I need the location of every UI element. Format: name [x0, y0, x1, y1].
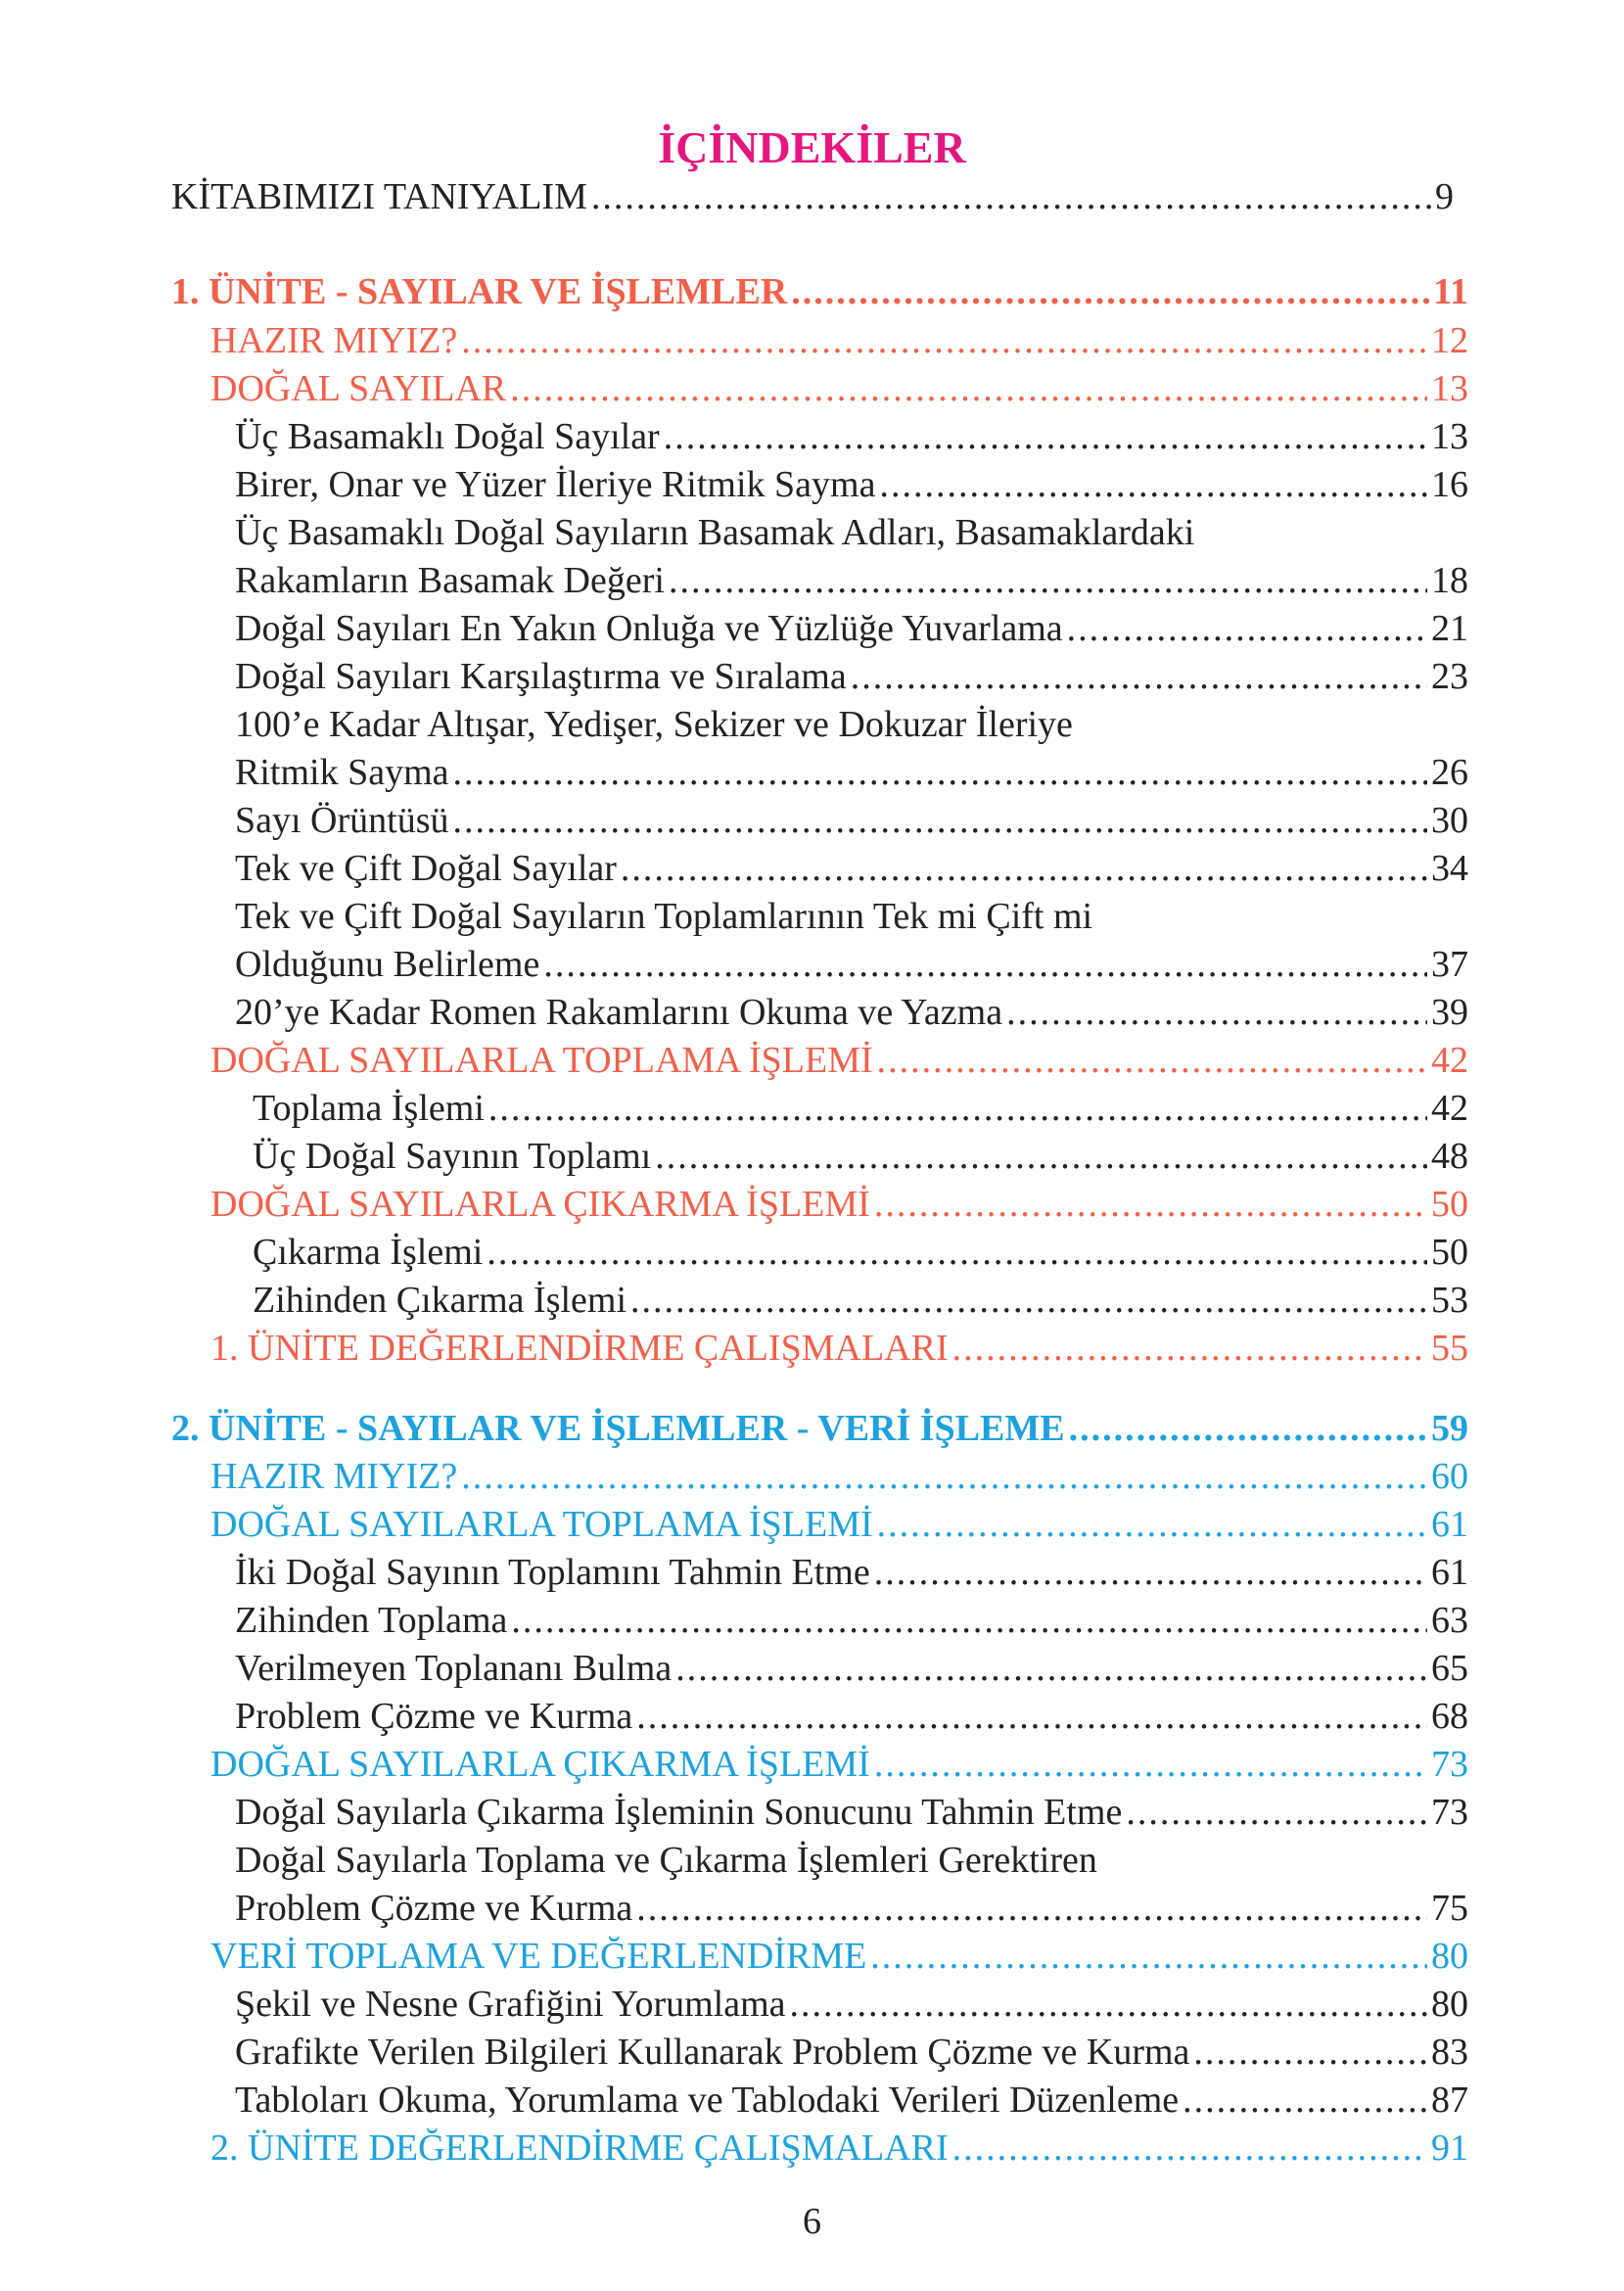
entry-page: 80 [1431, 1936, 1468, 1977]
entry-title: Doğal Sayılarla Çıkarma İşleminin Sonucunu Tahmin Etme [235, 1792, 1123, 1833]
entry-page: 42 [1431, 1088, 1468, 1129]
dot-leader [621, 846, 1427, 891]
dot-leader [790, 1982, 1427, 2027]
entry-title: Şekil ve Nesne Grafiğini Yorumlama [235, 1984, 786, 2025]
entry-page: 48 [1431, 1136, 1468, 1177]
toc-entry [235, 606, 1468, 651]
dot-leader [879, 462, 1427, 507]
entry-page: 60 [1431, 1456, 1468, 1497]
entry-page: 63 [1431, 1600, 1468, 1641]
entry-title: 2. ÜNİTE DEĞERLENDİRME ÇALIŞMALARI [210, 2127, 949, 2169]
entry-title: Problem Çözme ve Kurma [235, 1888, 633, 1929]
toc-unit1-toplama [210, 1038, 1468, 1083]
entry-title: DOĞAL SAYILAR [210, 368, 507, 409]
dot-leader [591, 174, 1431, 219]
dot-leader [1126, 1790, 1427, 1835]
entry-title: İki Doğal Sayının Toplamını Tahmin Etme [235, 1552, 870, 1593]
entry-page: 39 [1431, 992, 1468, 1033]
toc-unit2-hazir [210, 1454, 1468, 1499]
toc-entry [235, 558, 1468, 603]
entry-title: Tek ve Çift Doğal Sayılar [235, 848, 617, 889]
entry-title: Doğal Sayıları Karşılaştırma ve Sıralama [235, 656, 847, 697]
dot-leader [488, 1086, 1427, 1131]
entry-title: KİTABIMIZI TANIYALIM [171, 176, 587, 217]
toc-entry [235, 1694, 1468, 1739]
toc-entry [235, 1598, 1468, 1643]
entry-page: 30 [1431, 800, 1468, 841]
dot-leader [453, 798, 1428, 843]
toc-entry [235, 942, 1468, 987]
dot-leader [1067, 606, 1427, 651]
toc-entry [235, 2030, 1468, 2075]
entry-page: 16 [1431, 464, 1468, 505]
dot-leader [655, 1134, 1427, 1179]
entry-title: DOĞAL SAYILARLA ÇIKARMA İŞLEMİ [210, 1744, 870, 1785]
dot-leader [511, 1598, 1427, 1643]
entry-title: Rakamların Basamak Değeri [235, 560, 665, 601]
entry-page: 59 [1431, 1408, 1468, 1449]
entry-title: 20’ye Kadar Romen Rakamlarını Okuma ve Yazma [235, 992, 1003, 1033]
toc-entry [235, 990, 1468, 1035]
entry-page: 61 [1431, 1504, 1468, 1545]
entry-page: 83 [1431, 2032, 1468, 2073]
toc-unit1-heading [171, 269, 1468, 314]
entry-title: DOĞAL SAYILARLA ÇIKARMA İŞLEMİ [210, 1184, 870, 1225]
entry-page: 91 [1431, 2127, 1468, 2169]
entry-page: 50 [1431, 1232, 1468, 1273]
toc-entry [235, 1790, 1468, 1835]
entry-page: 65 [1431, 1648, 1468, 1689]
dot-leader [870, 1934, 1427, 1979]
dot-leader [874, 1182, 1427, 1227]
entry-title: DOĞAL SAYILARLA TOPLAMA İŞLEMİ [210, 1040, 873, 1081]
toc-entry-intro [171, 174, 1454, 219]
dot-leader [877, 1038, 1427, 1083]
toc-entry [253, 1134, 1468, 1179]
dot-leader [874, 1550, 1427, 1595]
entry-title: VERİ TOPLAMA VE DEĞERLENDİRME [210, 1936, 867, 1977]
entry-page: 87 [1431, 2080, 1468, 2121]
entry-page: 18 [1431, 560, 1468, 601]
dot-leader [791, 269, 1429, 314]
toc-entry [235, 414, 1468, 459]
dot-leader [664, 414, 1427, 459]
entry-page: 11 [1433, 271, 1468, 312]
entry-page: 80 [1431, 1984, 1468, 2025]
dot-leader [874, 1742, 1427, 1787]
toc-entry [235, 2078, 1468, 2123]
entry-title: Çıkarma İşlemi [253, 1232, 484, 1273]
page-title: İÇİNDEKİLER [658, 122, 966, 172]
dot-leader [1006, 990, 1427, 1035]
entry-page: 61 [1431, 1552, 1468, 1593]
toc-entry [235, 798, 1468, 843]
entry-page: 26 [1431, 752, 1468, 793]
entry-title: Sayı Örüntüsü [235, 800, 449, 841]
dot-leader [510, 366, 1427, 411]
toc-entry [253, 1230, 1468, 1275]
dot-leader [675, 1646, 1427, 1691]
entry-title: Ritmik Sayma [235, 752, 449, 793]
entry-page: 37 [1431, 944, 1468, 985]
dot-leader [630, 1278, 1427, 1323]
entry-page: 75 [1431, 1888, 1468, 1929]
entry-title: Grafikte Verilen Bilgileri Kullanarak Problem Çözme ve Kurma [235, 2032, 1190, 2073]
toc-entry [253, 1278, 1468, 1323]
toc-entry [235, 1550, 1468, 1595]
dot-leader [851, 654, 1427, 699]
entry-title: DOĞAL SAYILARLA TOPLAMA İŞLEMİ [210, 1504, 873, 1545]
entry-page: 23 [1431, 656, 1468, 697]
dot-leader [1193, 2030, 1427, 2075]
toc-entry [235, 1646, 1468, 1691]
dot-leader [487, 1230, 1427, 1275]
toc-entry [235, 846, 1468, 891]
entry-title: Problem Çözme ve Kurma [235, 1696, 633, 1737]
dot-leader [952, 2126, 1427, 2171]
toc-entry-line1: Doğal Sayılarla Toplama ve Çıkarma İşlemleri Gerektiren [235, 1840, 1097, 1881]
entry-title: Zihinden Çıkarma İşlemi [253, 1280, 627, 1321]
entry-title: HAZIR MIYIZ? [210, 320, 458, 361]
dot-leader [1069, 1406, 1427, 1451]
entry-page: 73 [1431, 1792, 1468, 1833]
entry-title: HAZIR MIYIZ? [210, 1456, 458, 1497]
toc-entry [235, 1982, 1468, 2027]
toc-unit1-hazir [210, 318, 1468, 363]
entry-page: 34 [1431, 848, 1468, 889]
entry-title: Tabloları Okuma, Yorumlama ve Tablodaki Verileri Düzenleme [235, 2080, 1180, 2121]
entry-page: 12 [1431, 320, 1468, 361]
toc-entry [253, 1086, 1468, 1131]
toc-unit2-heading [171, 1406, 1468, 1451]
dot-leader [461, 1454, 1427, 1499]
toc-unit2-cikarma [210, 1742, 1468, 1787]
toc-unit1-cikarma [210, 1182, 1468, 1227]
dot-leader [453, 750, 1428, 795]
toc-entry [235, 750, 1468, 795]
entry-page: 9 [1435, 176, 1454, 217]
toc-unit2-degerlendirme [210, 2126, 1468, 2171]
dot-leader [952, 1326, 1427, 1371]
entry-title: Toplama İşlemi [253, 1088, 485, 1129]
entry-title: Verilmeyen Toplananı Bulma [235, 1648, 673, 1689]
entry-page: 53 [1431, 1280, 1468, 1321]
dot-leader [669, 558, 1427, 603]
entry-page: 55 [1431, 1328, 1468, 1369]
entry-page: 50 [1431, 1184, 1468, 1225]
entry-title: Üç Basamaklı Doğal Sayılar [235, 416, 660, 457]
dot-leader [636, 1886, 1427, 1931]
dot-leader [1183, 2078, 1427, 2123]
entry-page: 68 [1431, 1696, 1468, 1737]
entry-page: 13 [1431, 416, 1468, 457]
dot-leader [543, 942, 1427, 987]
toc-unit1-dogal [210, 366, 1468, 411]
page-number: 6 [803, 2201, 821, 2242]
toc-entry-line1: Tek ve Çift Doğal Sayıların Toplamlarının Tek mi Çift mi [235, 896, 1093, 937]
entry-title: 2. ÜNİTE - SAYILAR VE İŞLEMLER - VERİ İŞLEME [171, 1408, 1065, 1449]
entry-title: 1. ÜNİTE DEĞERLENDİRME ÇALIŞMALARI [210, 1328, 949, 1369]
entry-page: 73 [1431, 1744, 1468, 1785]
entry-title: Doğal Sayıları En Yakın Onluğa ve Yüzlüğe Yuvarlama [235, 608, 1063, 649]
entry-title: Birer, Onar ve Yüzer İleriye Ritmik Sayma [235, 464, 876, 505]
entry-page: 13 [1431, 368, 1468, 409]
dot-leader [461, 318, 1427, 363]
toc-unit2-veri [210, 1934, 1468, 1979]
dot-leader [636, 1694, 1427, 1739]
entry-title: Üç Doğal Sayının Toplamı [253, 1136, 652, 1177]
toc-entry [235, 1886, 1468, 1931]
toc-entry-line1: 100’e Kadar Altışar, Yedişer, Sekizer ve Dokuzar İleriye [235, 704, 1073, 745]
entry-page: 21 [1431, 608, 1468, 649]
entry-page: 42 [1431, 1040, 1468, 1081]
toc-unit1-degerlendirme [210, 1326, 1468, 1371]
toc-entry [235, 654, 1468, 699]
entry-title: Zihinden Toplama [235, 1600, 508, 1641]
entry-title: Olduğunu Belirleme [235, 944, 540, 985]
entry-title: 1. ÜNİTE - SAYILAR VE İŞLEMLER [171, 271, 788, 312]
toc-entry [235, 462, 1468, 507]
dot-leader [877, 1502, 1427, 1547]
toc-entry-line1: Üç Basamaklı Doğal Sayıların Basamak Adları, Basamaklardaki [235, 512, 1195, 553]
toc-unit2-toplama [210, 1502, 1468, 1547]
